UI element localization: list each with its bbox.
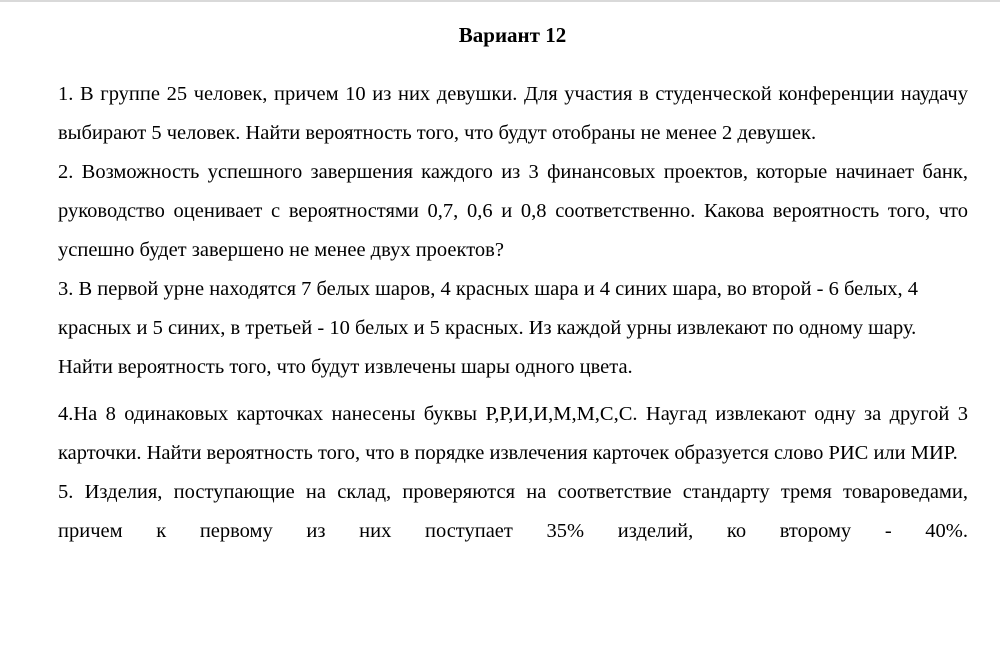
- page-top-border: [0, 0, 1000, 2]
- problem-4: 4.На 8 одинаковых карточках нанесены буквы Р,Р,И,И,М,М,С,С. Наугад извлекают одну за другой 3 карточки. Найти вероятность того, что в порядке извлечения карточек образуется слово РИС или МИР.: [58, 403, 968, 464]
- problem-5: 5. Изделия, поступающие на склад, проверяются на соответствие стандарту тремя товароведами, причем к первому из них поступает 35% изделий, ко второму - 40%.: [58, 481, 968, 542]
- problem-list: [58, 75, 968, 551]
- problem-2: 2. Возможность успешного завершения каждого из 3 финансовых проектов, которые начинает банк, руководство оценивает с вероятностями 0,7, 0,6 и 0,8 соответственно. Какова вероятность того, что успешно будет завершено не менее двух проектов?: [58, 161, 968, 261]
- problem-1: 1. В группе 25 человек, причем 10 из них девушки. Для участия в студенческой конференции наудачу выбирают 5 человек. Найти вероятность того, что будут отобраны не менее 2 девушек.: [58, 83, 968, 144]
- variant-title: Вариант 12: [458, 23, 567, 47]
- problem-3: 3. В первой урне находятся 7 белых шаров, 4 красных шара и 4 синих шара, во второй - 6 белых, 4 красных и 5 синих, в третьей - 10 белых и 5 красных. Из каждой урны извлекают по одному шару. Найти вероятность того, что будут извлечены шары одного цвета.: [58, 278, 918, 378]
